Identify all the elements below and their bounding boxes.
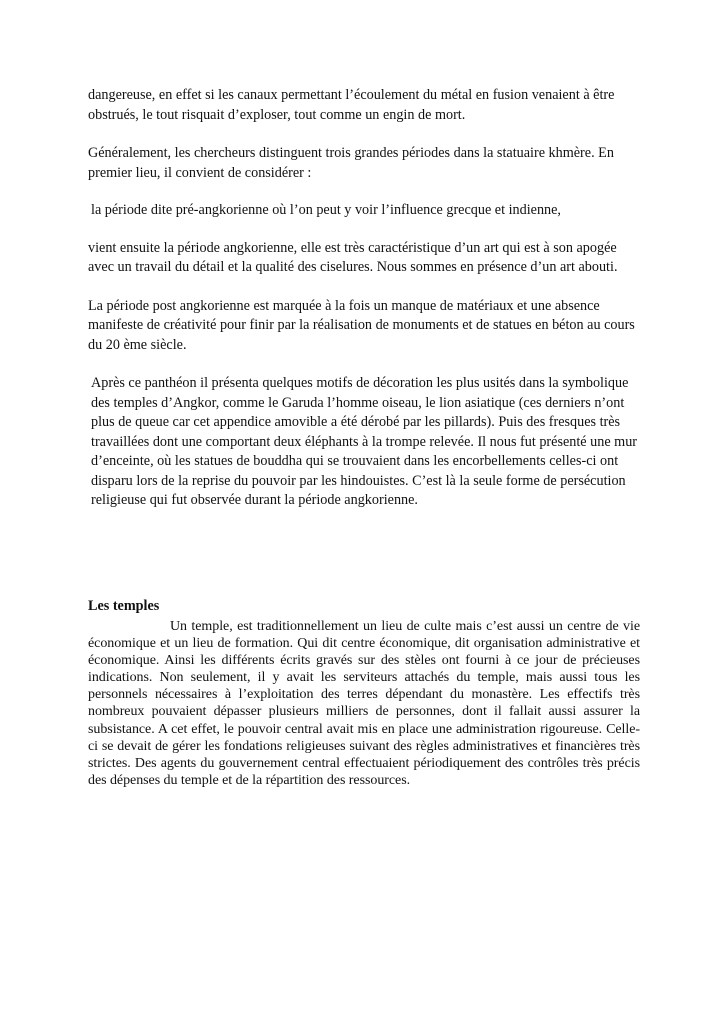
- document-page: [88, 86, 640, 789]
- section-heading-temples: Les temples: [88, 597, 160, 614]
- paragraph-metal-casting: dangereuse, en effet si les canaux permettant l’écoulement du métal en fusion venaient à être obstrués, le tout risquait d’exploser, tout comme un engin de mort.: [88, 87, 615, 123]
- paragraph-pre-angkorian: la période dite pré-angkorienne où l’on peut y voir l’influence grecque et indienne,: [91, 202, 561, 218]
- paragraph-post-angkorian: La période post angkorienne est marquée à la fois un manque de matériaux et une absence manifeste de créativité pour finir par la réalisation de monuments et de statues en béton au cours du 20 ème siècle.: [88, 297, 635, 353]
- paragraph-temples-body: Un temple, est traditionnellement un lieu de culte mais c’est aussi un centre de vie économique et un lieu de formation. Qui dit centre économique, dit organisation administrative et économique. Ainsi les différents écrits gravés sur des stèles ont fourni à ce jour de précieuses indications. Non seulement, il y avait les serviteurs attachés du temple, mais aussi tous les personnels nécessaires à l’exploitation des terres dépendant du monastère. Les effectifs très nombreux pouvaient dépasser plusieurs milliers de personnes, dont il fallait aussi assurer la subsistance. A cet effet, le pouvoir central avait mis en place une administration rigoureuse. Celle-ci se devait de gérer les fondations religieuses suivant des règles administratives et financières très strictes. Des agents du gouvernement central effectuaient périodiquement des contrôles très précis des dépenses du temple et de la répartition des ressources.: [88, 619, 640, 788]
- paragraph-three-periods-intro: Généralement, les chercheurs distinguent trois grandes périodes dans la statuaire khmère. En premier lieu, il convient de considérer :: [88, 145, 614, 181]
- paragraph-angkorian: vient ensuite la période angkorienne, elle est très caractéristique d’un art qui est à son apogée avec un travail du détail et la qualité des ciselures. Nous sommes en présence d’un art abouti.: [88, 239, 618, 275]
- paragraph-decoration-motifs: Après ce panthéon il présenta quelques motifs de décoration les plus usités dans la symbolique des temples d’Angkor, comme le Garuda l’homme oiseau, le lion asiatique (ces derniers n’ont plus de queue car cet appendice amovible a été dérobé par les pillards). Puis des fresques très travaillées dont une comportant deux éléphants à la trompe relevée. Il nous fut présenté une mur d’enceinte, où les statues de bouddha qui se trouvaient dans les encorbellements celles-ci ont disparu lors de la reprise du pouvoir par les hindouistes. C’est là la seule forme de persécution religieuse qui fut observée durant la période angkorienne.: [91, 375, 638, 508]
